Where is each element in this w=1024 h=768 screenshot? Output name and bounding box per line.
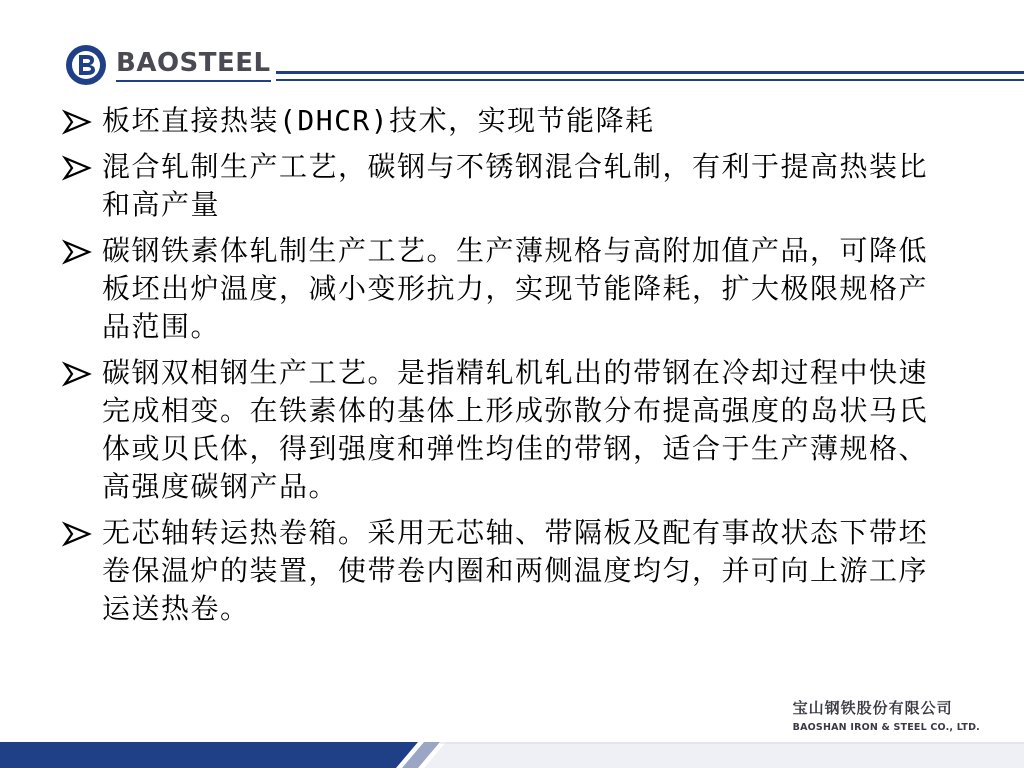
arrow-bullet-icon bbox=[62, 361, 92, 387]
arrow-bullet-icon bbox=[62, 109, 92, 135]
company-name-en: BAOSHAN IRON & STEEL CO., LTD. bbox=[792, 722, 980, 733]
bullet-item-1 bbox=[58, 102, 948, 140]
bullet-item-2 bbox=[58, 148, 948, 224]
bullet-text: 碳钢双相钢生产工艺。是指精轧机轧出的带钢在冷却过程中快速完成相变。在铁素体的基体上形成弥散分布提高强度的岛状马氏体或贝氏体，得到强度和弹性均佳的带钢，适合于生产薄规格、高强度碳钢产品。 bbox=[102, 356, 929, 503]
bullet-text: 碳钢铁素体轧制生产工艺。生产薄规格与高附加值产品，可降低板坯出炉温度，减小变形抗力，实现节能降耗，扩大极限规格产品范围。 bbox=[102, 234, 929, 343]
company-name-cn: 宝山钢铁股份有限公司 bbox=[792, 699, 953, 717]
footer-bar bbox=[0, 742, 1024, 768]
bullet-item-4 bbox=[58, 354, 948, 506]
bullet-text: 无芯轴转运热卷箱。采用无芯轴、带隔板及配有事故状态下带坯卷保温炉的装置，使带卷内圈和两侧温度均匀，并可向上游工序运送热卷。 bbox=[102, 516, 929, 625]
arrow-bullet-icon bbox=[62, 239, 92, 265]
logo-text: BAOSTEEL bbox=[116, 48, 271, 82]
arrow-bullet-icon bbox=[62, 521, 92, 547]
bullet-text: 板坯直接热装(DHCR)技术，实现节能降耗 bbox=[102, 104, 655, 137]
bullet-list bbox=[58, 102, 948, 636]
baosteel-logo bbox=[64, 43, 271, 87]
bullet-text: 混合轧制生产工艺，碳钢与不锈钢混合轧制，有利于提高热装比和高产量 bbox=[102, 150, 929, 221]
bullet-item-5 bbox=[58, 514, 948, 628]
bullet-item-3 bbox=[58, 232, 948, 346]
company-name bbox=[793, 697, 980, 733]
baosteel-emblem-icon bbox=[64, 43, 108, 87]
arrow-bullet-icon bbox=[62, 155, 92, 181]
header-divider bbox=[276, 71, 1024, 81]
